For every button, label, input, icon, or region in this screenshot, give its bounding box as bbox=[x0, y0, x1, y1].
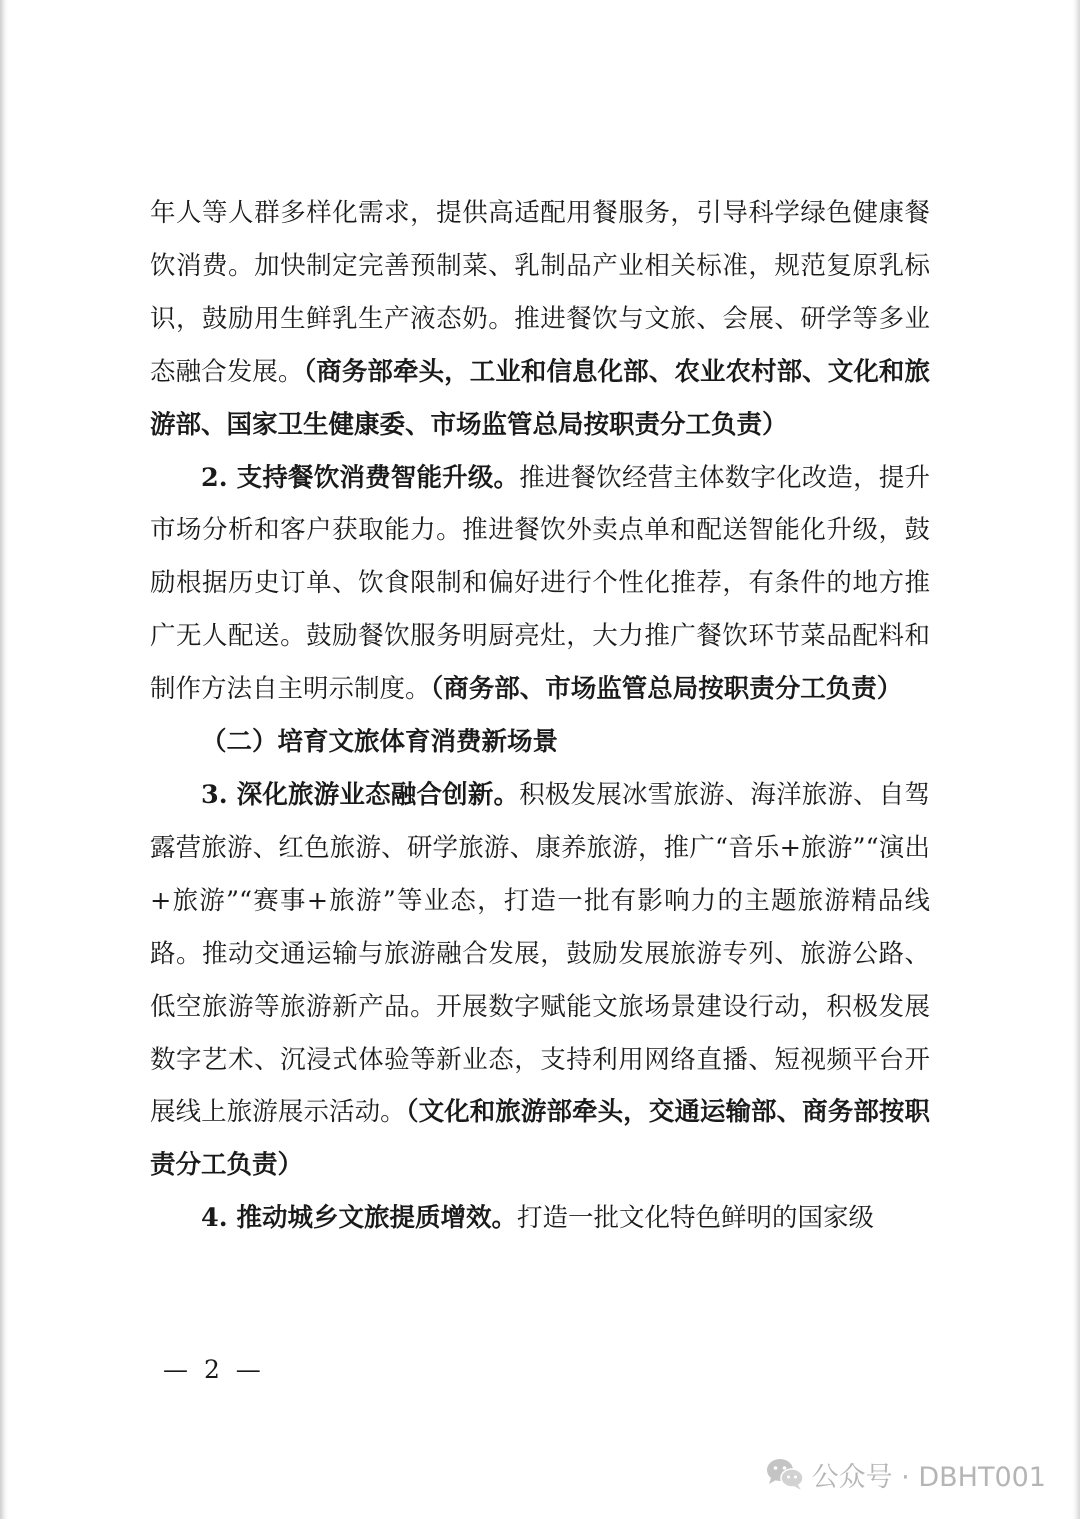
wechat-icon bbox=[766, 1457, 804, 1491]
item-lead: 3. 深化旅游业态融合创新。 bbox=[201, 779, 520, 810]
responsibility-note: （文化和旅游部牵头，交通运输部、商务部按职责分工负责） bbox=[150, 1097, 930, 1181]
paragraph-text: 积极发展冰雪旅游、海洋旅游、自驾露营旅游、红色旅游、研学旅游、康养旅游，推广“音乐+旅游”“演出+旅游”“赛事+旅游”等业态，打造一批有影响力的主题旅游精品线路。推动交通运输与旅游融合发展，鼓励发展旅游专列、旅游公路、低空旅游等旅游新产品。开展数字赋能文旅场景建设行动，积极发展数字艺术、沉浸式体验等新业态，支持利用网络直播、短视频平台开展线上旅游展示活动。 bbox=[150, 779, 930, 1128]
paragraph-catering-continued bbox=[150, 187, 930, 452]
page-edge-shadow-right bbox=[1072, 0, 1080, 1519]
responsibility-note: （商务部、市场监管总局按职责分工负责） bbox=[430, 674, 903, 705]
paragraph-text: 打造一批文化特色鲜明的国家级 bbox=[517, 1203, 875, 1234]
item-lead: 4. 推动城乡文旅提质增效。 bbox=[201, 1203, 517, 1234]
paragraph-item-3 bbox=[150, 769, 930, 1192]
item-lead: 2. 支持餐饮消费智能升级。 bbox=[201, 462, 520, 493]
watermark bbox=[766, 1452, 1046, 1496]
paragraph-text: 年人等人群多样化需求，提供高适配用餐服务，引导科学绿色健康餐饮消费。加快制定完善预制菜、乳制品产业相关标准，规范复原乳标识，鼓励用生鲜乳生产液态奶。推进餐饮与文旅、会展、研学等多业态融合发展。 bbox=[150, 198, 930, 387]
section-heading: （二）培育文旅体育消费新场景 bbox=[201, 727, 559, 758]
page-number: — 2 — bbox=[163, 1355, 265, 1384]
document-body bbox=[150, 187, 930, 1245]
watermark-text: 公众号 · DBHT001 bbox=[811, 1461, 1046, 1493]
responsibility-note: （商务部牵头，工业和信息化部、农业农村部、文化和旅游部、国家卫生健康委、市场监管总局按职责分工负责） bbox=[150, 356, 930, 440]
paragraph-item-4 bbox=[150, 1192, 930, 1245]
page-edge-shadow-left bbox=[0, 0, 8, 1519]
paragraph-item-2 bbox=[150, 452, 930, 717]
paragraph-text: 推进餐饮经营主体数字化改造，提升市场分析和客户获取能力。推进餐饮外卖点单和配送智能化升级，鼓励根据历史订单、饮食限制和偏好进行个性化推荐，有条件的地方推广无人配送。鼓励餐饮服务明厨亮灶，大力推广餐饮环节菜品配料和制作方法自主明示制度。 bbox=[150, 462, 930, 705]
